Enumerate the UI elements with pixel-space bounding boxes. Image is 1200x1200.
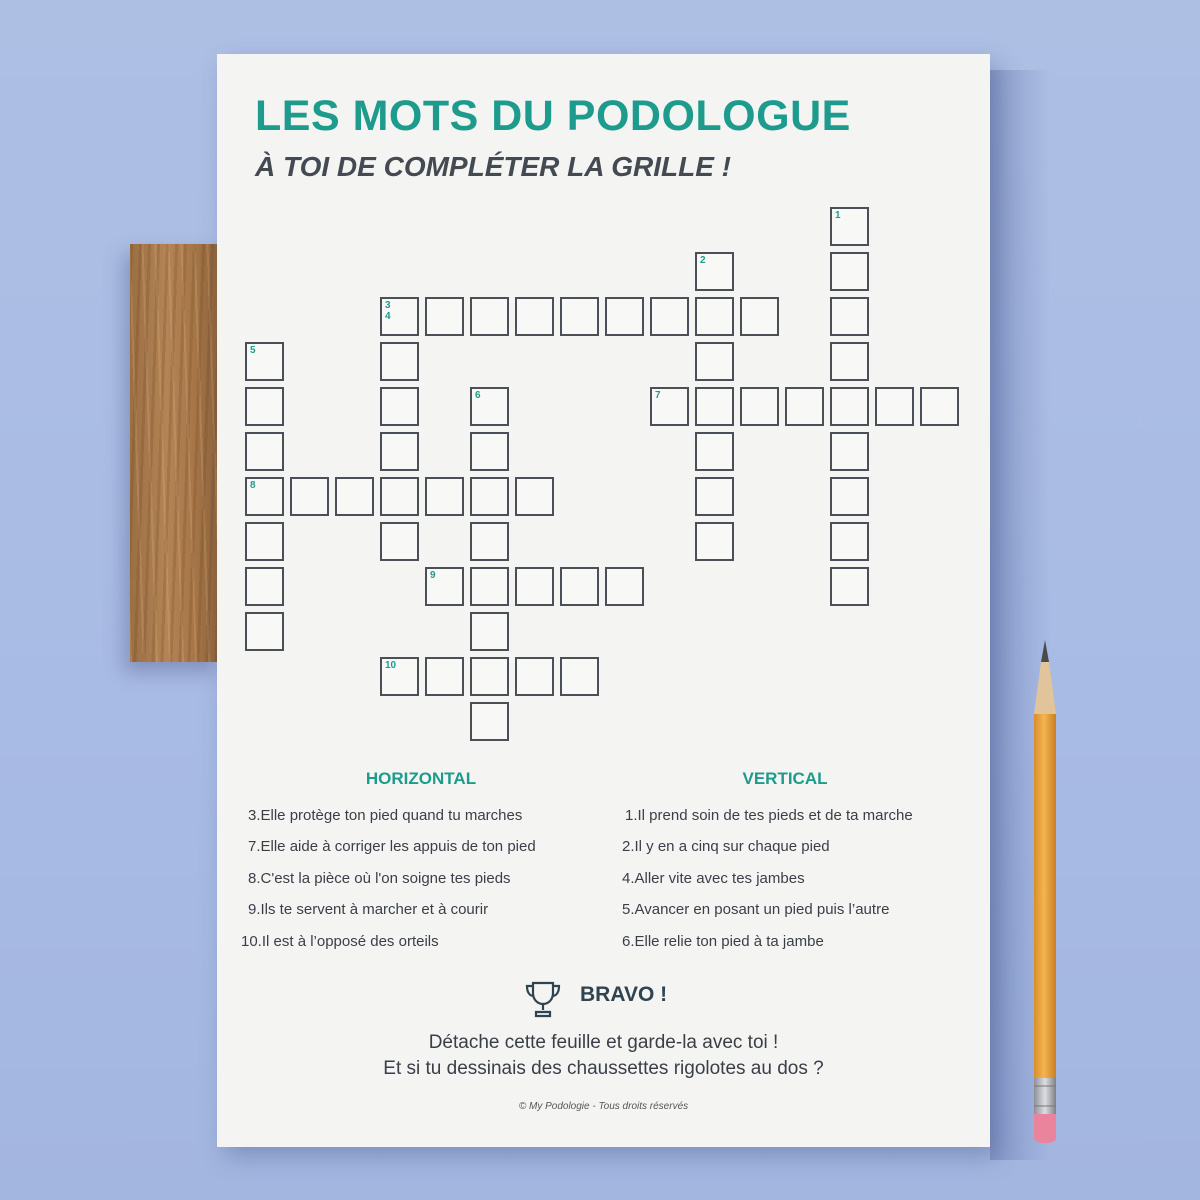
horizontal-clue: 9.Ils te servent à marcher et à courir bbox=[248, 901, 489, 918]
crossword-cell bbox=[785, 387, 824, 426]
crossword-cell bbox=[650, 387, 689, 426]
crossword-cell bbox=[695, 522, 734, 561]
trophy-icon bbox=[522, 979, 564, 1021]
crossword-cell bbox=[695, 342, 734, 381]
crossword-cell bbox=[245, 387, 284, 426]
crossword-cell bbox=[380, 297, 419, 336]
clue-number: 8 bbox=[250, 480, 256, 491]
crossword-cell bbox=[830, 567, 869, 606]
crossword-cell bbox=[920, 387, 959, 426]
closing-line: Détache cette feuille et garde-la avec toi ! bbox=[428, 1032, 779, 1053]
page-subtitle: À TOI DE COMPLÉTER LA GRILLE ! bbox=[255, 151, 731, 182]
crossword-cell bbox=[515, 567, 554, 606]
wooden-block bbox=[130, 244, 222, 662]
crossword-cell bbox=[245, 567, 284, 606]
crossword-cell bbox=[830, 297, 869, 336]
crossword-cell bbox=[695, 387, 734, 426]
crossword-cell bbox=[380, 432, 419, 471]
crossword-cell bbox=[830, 522, 869, 561]
clue-number: 1 bbox=[835, 210, 841, 221]
vertical-clue: 5.Avancer en posant un pied puis l’autre bbox=[622, 901, 890, 918]
crossword-cell bbox=[380, 477, 419, 516]
crossword-cell bbox=[425, 567, 464, 606]
crossword-cell bbox=[560, 657, 599, 696]
page-title: LES MOTS DU PODOLOGUE bbox=[255, 92, 851, 140]
crossword-cell bbox=[515, 657, 554, 696]
crossword-cell bbox=[605, 567, 644, 606]
crossword-cell bbox=[740, 297, 779, 336]
crossword-cell bbox=[425, 477, 464, 516]
crossword-cell bbox=[695, 477, 734, 516]
crossword-cell bbox=[380, 522, 419, 561]
crossword-cell bbox=[380, 657, 419, 696]
crossword-cell bbox=[245, 612, 284, 651]
crossword-cell bbox=[470, 657, 509, 696]
clue-number: 7 bbox=[655, 390, 661, 401]
crossword-cell bbox=[470, 567, 509, 606]
crossword-cell bbox=[605, 297, 644, 336]
pencil bbox=[1028, 640, 1062, 1152]
crossword-cell bbox=[830, 342, 869, 381]
crossword-cell bbox=[560, 567, 599, 606]
crossword-cell bbox=[515, 297, 554, 336]
crossword-cell bbox=[695, 432, 734, 471]
crossword-cell bbox=[425, 657, 464, 696]
clue-number: 6 bbox=[475, 390, 481, 401]
crossword-cell bbox=[470, 612, 509, 651]
crossword-cell bbox=[470, 297, 509, 336]
crossword-cell bbox=[245, 522, 284, 561]
crossword-cell bbox=[695, 297, 734, 336]
clue-number: 5 bbox=[250, 345, 256, 356]
crossword-cell bbox=[470, 522, 509, 561]
horizontal-heading: HORIZONTAL bbox=[365, 769, 477, 788]
crossword-cell bbox=[470, 702, 509, 741]
horizontal-clue: 7.Elle aide à corriger les appuis de ton pied bbox=[248, 838, 536, 855]
crossword-cell bbox=[245, 477, 284, 516]
crossword-cell bbox=[245, 342, 284, 381]
clue-number: 3 4 bbox=[385, 300, 391, 322]
crossword-cell bbox=[830, 252, 869, 291]
crossword-cell bbox=[425, 297, 464, 336]
crossword-cell bbox=[830, 387, 869, 426]
crossword-cell bbox=[695, 252, 734, 291]
crossword-cell bbox=[470, 387, 509, 426]
vertical-heading: VERTICAL bbox=[742, 769, 828, 788]
crossword-cell bbox=[245, 432, 284, 471]
crossword-cell bbox=[830, 477, 869, 516]
crossword-sheet bbox=[217, 54, 990, 1147]
crossword-cell bbox=[290, 477, 329, 516]
vertical-clue: 6.Elle relie ton pied à ta jambe bbox=[622, 933, 824, 950]
clue-number: 2 bbox=[700, 255, 706, 266]
crossword-cell bbox=[650, 297, 689, 336]
crossword-cell bbox=[380, 342, 419, 381]
horizontal-clue: 8.C'est la pièce où l'on soigne tes pieds bbox=[248, 870, 511, 887]
clue-number: 10 bbox=[385, 660, 397, 671]
vertical-clue: 4.Aller vite avec tes jambes bbox=[622, 870, 805, 887]
crossword-cell bbox=[380, 387, 419, 426]
crossword-cell bbox=[830, 207, 869, 246]
clue-number: 9 bbox=[430, 570, 436, 581]
copyright: © My Podologie - Tous droits réservés bbox=[518, 1101, 689, 1112]
crossword-cell bbox=[740, 387, 779, 426]
bravo-label: BRAVO ! bbox=[580, 983, 668, 1006]
crossword-cell bbox=[560, 297, 599, 336]
crossword-cell bbox=[875, 387, 914, 426]
vertical-clue: 1.Il prend soin de tes pieds et de ta marche bbox=[625, 807, 913, 824]
crossword-cell bbox=[830, 432, 869, 471]
vertical-clue: 2.Il y en a cinq sur chaque pied bbox=[622, 838, 830, 855]
horizontal-clue: 3.Elle protège ton pied quand tu marches bbox=[248, 807, 523, 824]
crossword-cell bbox=[470, 432, 509, 471]
crossword-cell bbox=[515, 477, 554, 516]
crossword-cell bbox=[470, 477, 509, 516]
closing-line: Et si tu dessinais des chaussettes rigolotes au dos ? bbox=[383, 1058, 824, 1079]
crossword-cell bbox=[335, 477, 374, 516]
horizontal-clue: 10.Il est à l’opposé des orteils bbox=[241, 933, 439, 950]
